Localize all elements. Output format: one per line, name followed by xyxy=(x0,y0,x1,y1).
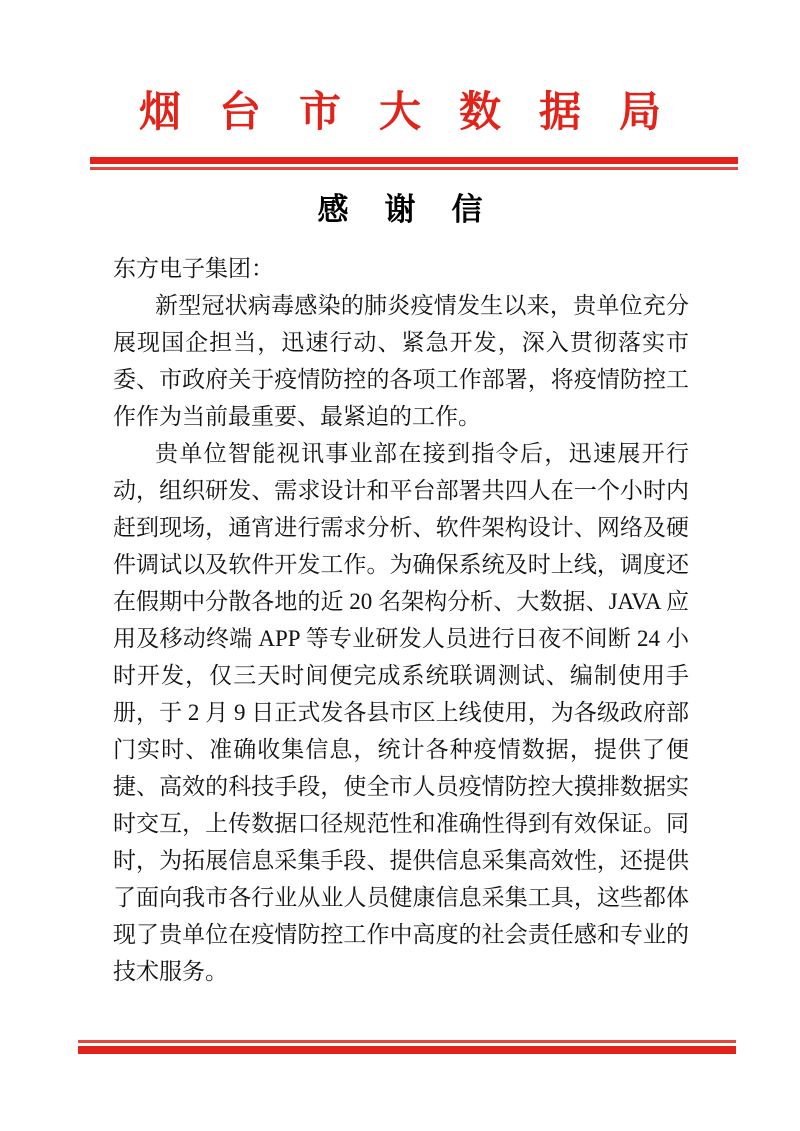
salutation: 东方电子集团： xyxy=(113,256,274,281)
top-rule-thin-line xyxy=(90,167,738,170)
body-paragraph-1: 新型冠状病毒感染的肺炎疫情发生以来，贵单位充分展现国企担当，迅速行动、紧急开发，深入贯彻落实市委、市政府关于疫情防控的各项工作部署，将疫情防控工作作为当前最重要、最紧迫的工作。 xyxy=(113,293,689,429)
top-rule-thick-line xyxy=(90,157,738,164)
body-paragraph-2: 贵单位智能视讯事业部在接到指令后，迅速展开行动，组织研发、需求设计和平台部署共四人在一个小时内赶到现场，通宵进行需求分析、软件架构设计、网络及硬件调试以及软件开发工作。为确保系统及时上线，调度还在假期中分散各地的近 20 名架构分析、大数据、JAVA 应用及移动终端 APP 等专业研发人员进行日夜不间断 24 小时开发，仅三天时间便完成系统联调测试、编制使用手册，于 2 月 9 日正式发各县市区上线使用，为各级政府部门实时、准确收集信息，统计各种疫情数据，提供了便捷、高效的科技手段，使全市人员疫情防控大摸排数据实时交互，上传数据口径规范性和准确性得到有效保证。同时，为拓展信息采集手段、提供信息采集高效性，还提供了面向我市各行业从业人员健康信息采集工具，这些都体现了贵单位在疫情防控工作中高度的社会责任感和专业的技术服务。 xyxy=(113,441,689,984)
footer-bottom-rule xyxy=(78,1040,736,1054)
bottom-rule-thick-line xyxy=(78,1046,736,1054)
letterhead-org-name: 烟台市大数据局 xyxy=(138,90,699,136)
letter-body xyxy=(113,250,689,990)
document-title: 感谢信 xyxy=(317,192,519,227)
letterhead-top-rule xyxy=(90,157,738,170)
